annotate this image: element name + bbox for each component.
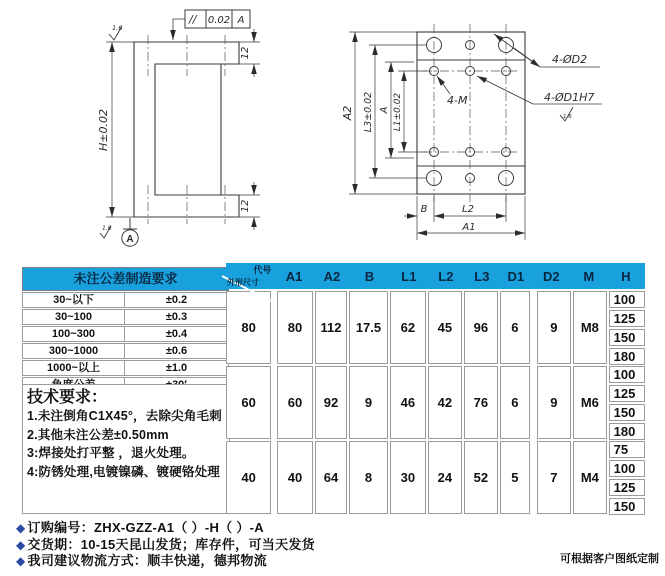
value-cell: 96 xyxy=(464,291,498,364)
dim-L3-label: L3±0.02 xyxy=(363,91,374,133)
order-number-line xyxy=(16,520,656,537)
value-cell: 6 xyxy=(500,291,530,364)
value-cell: 9 xyxy=(537,366,571,439)
tolerance-range: 30~100 xyxy=(23,310,125,324)
height-cell: 125 xyxy=(609,385,645,402)
spec-table-header xyxy=(226,263,645,289)
value-cell: 46 xyxy=(390,366,426,439)
customization-note: 可根据客户图纸定制 xyxy=(560,553,659,565)
value-cell: 52 xyxy=(464,441,498,514)
column-header: L3 xyxy=(474,268,490,284)
dim-A-label: A xyxy=(379,106,390,114)
fcf-leader xyxy=(173,19,185,40)
roughness-d1h7-value: 1.6 xyxy=(563,114,572,120)
value-cell: 45 xyxy=(428,291,462,364)
tolerance-range: 30~以下 xyxy=(23,293,125,307)
dim-H-label: H±0.02 xyxy=(97,109,110,151)
diamond-bullet-icon: ◆ xyxy=(16,521,26,535)
height-cell: 100 xyxy=(609,366,645,383)
column-header: A1 xyxy=(285,268,303,284)
height-cell: 150 xyxy=(609,404,645,421)
value-cell: 92 xyxy=(315,366,348,439)
tech-requirement-line: 3:焊接处打平整 ，退火处理。 xyxy=(27,446,195,460)
top-view-centerlines xyxy=(423,24,517,202)
column-header: B xyxy=(364,268,375,284)
tech-requirement-line: 2.其他未注公差±0.50mm xyxy=(27,427,169,442)
technical-drawings xyxy=(0,0,665,258)
tolerance-value: ±0.2 xyxy=(165,294,188,306)
datum-A-label: A xyxy=(126,234,134,245)
value-cell: 112 xyxy=(315,291,348,364)
dim-L2-label: L2 xyxy=(462,204,474,215)
tolerance-range: 1000~以上 xyxy=(23,361,125,375)
dim-B-label: B xyxy=(420,204,428,215)
tolerance-value: ±0.6 xyxy=(165,345,188,357)
height-cell: 150 xyxy=(609,498,645,515)
height-cell: 75 xyxy=(609,441,645,458)
value-cell: 6 xyxy=(500,366,530,439)
column-header: L1 xyxy=(401,268,417,284)
height-cell: 100 xyxy=(609,460,645,477)
value-cell: 9 xyxy=(537,291,571,364)
height-options xyxy=(609,291,645,364)
tolerance-table xyxy=(22,267,229,393)
value-cell: M6 xyxy=(573,366,607,439)
value-cell: 62 xyxy=(390,291,426,364)
table-row xyxy=(22,343,229,359)
table-row xyxy=(22,292,229,308)
height-cell: 100 xyxy=(609,291,645,308)
height-cell: 180 xyxy=(609,348,645,365)
fcf-tolerance-value: 0.02 xyxy=(207,15,231,26)
logistics-text: 我司建议物流方式：顺丰快递，德邦物流 xyxy=(27,553,267,568)
height-options xyxy=(609,441,645,514)
size-cell: 60 xyxy=(226,366,271,439)
side-view-centerlines xyxy=(148,35,225,224)
header-corner-cell xyxy=(226,263,273,289)
corner-label-size: 外形尺寸 xyxy=(227,278,259,287)
tolerance-range: 300~1000 xyxy=(23,344,125,358)
column-header: D1 xyxy=(507,268,525,284)
spec-table xyxy=(226,263,645,514)
value-cell: 8 xyxy=(349,441,387,514)
value-cell: 64 xyxy=(315,441,348,514)
callout-M-label: 4-M xyxy=(447,94,468,107)
corner-label-code: 代号 xyxy=(253,265,272,275)
dim-A1-label: A1 xyxy=(462,222,476,233)
diamond-bullet-icon: ◆ xyxy=(16,537,26,552)
dim-12-bottom-label: 12 xyxy=(240,199,251,213)
tolerance-value: ±1.0 xyxy=(165,362,188,374)
callout-D2-label: 4-ØD2 xyxy=(552,53,588,66)
callout-D1H7-label: 4-ØD1H7 xyxy=(544,91,595,104)
height-options xyxy=(609,366,645,439)
column-header: D2 xyxy=(543,268,560,284)
value-cell: 24 xyxy=(428,441,462,514)
tolerance-range: 100~300 xyxy=(23,327,125,341)
table-row xyxy=(226,366,645,439)
top-view-drawing xyxy=(417,32,525,194)
tolerance-value: ±0.3 xyxy=(165,311,188,323)
column-header: H xyxy=(621,268,631,284)
size-cell: 40 xyxy=(226,441,271,514)
value-cell: 17.5 xyxy=(349,291,387,364)
height-cell: 125 xyxy=(609,479,645,496)
value-cell: M4 xyxy=(573,441,607,514)
value-cell: 7 xyxy=(537,441,571,514)
roughness-top-value: 1.6 xyxy=(112,24,123,32)
value-cell: 76 xyxy=(464,366,498,439)
tech-requirements-box xyxy=(22,384,230,514)
tech-requirement-line: 1.未注倒角C1X45°，去除尖角毛刺 xyxy=(27,409,222,423)
dim-L1-label: L1±0.02 xyxy=(393,92,403,132)
height-cell: 180 xyxy=(609,423,645,440)
side-view-drawing xyxy=(134,42,239,217)
value-cell: 30 xyxy=(390,441,426,514)
table-row xyxy=(226,291,645,364)
roughness-bottom-value: 1.6 xyxy=(102,225,112,232)
dim-A2-label: A2 xyxy=(341,105,354,121)
height-cell: 150 xyxy=(609,329,645,346)
dim-H xyxy=(106,42,134,217)
size-cell: 80 xyxy=(226,291,271,364)
diamond-bullet-icon: ◆ xyxy=(16,554,26,568)
table-row xyxy=(22,360,229,376)
table-row xyxy=(22,309,229,325)
value-cell: 9 xyxy=(349,366,387,439)
value-cell: 5 xyxy=(500,441,530,514)
dim-bottom-extensions xyxy=(404,196,525,240)
value-cell: 80 xyxy=(277,291,312,364)
tolerance-table-title: 未注公差制造要求 xyxy=(22,267,229,291)
spec-table-body xyxy=(226,291,645,514)
dim-12-top-label: 12 xyxy=(240,46,251,60)
column-header: L2 xyxy=(438,268,454,284)
column-header: M xyxy=(583,268,595,284)
fcf-parallel-symbol: // xyxy=(189,13,197,26)
tech-requirement-line: 4:防锈处理,电镀镍磷、镀硬铬处理 xyxy=(27,464,220,479)
tech-requirements-title: 技术要求： xyxy=(27,389,108,406)
value-cell: M8 xyxy=(573,291,607,364)
order-number-text: 订购编号：ZHX-GZZ-A1（ ）-H（ ）-A xyxy=(27,520,264,535)
column-header: A2 xyxy=(323,268,341,284)
value-cell: 40 xyxy=(277,441,312,514)
tolerance-value: ±0.4 xyxy=(165,328,188,340)
value-cell: 42 xyxy=(428,366,462,439)
table-row xyxy=(22,326,229,342)
table-row xyxy=(226,441,645,514)
fcf-datum-ref: A xyxy=(237,15,245,26)
delivery-text: 交货期：10-15天昆山发货；库存件，可当天发货 xyxy=(27,536,315,552)
value-cell: 60 xyxy=(277,366,312,439)
height-cell: 125 xyxy=(609,310,645,327)
